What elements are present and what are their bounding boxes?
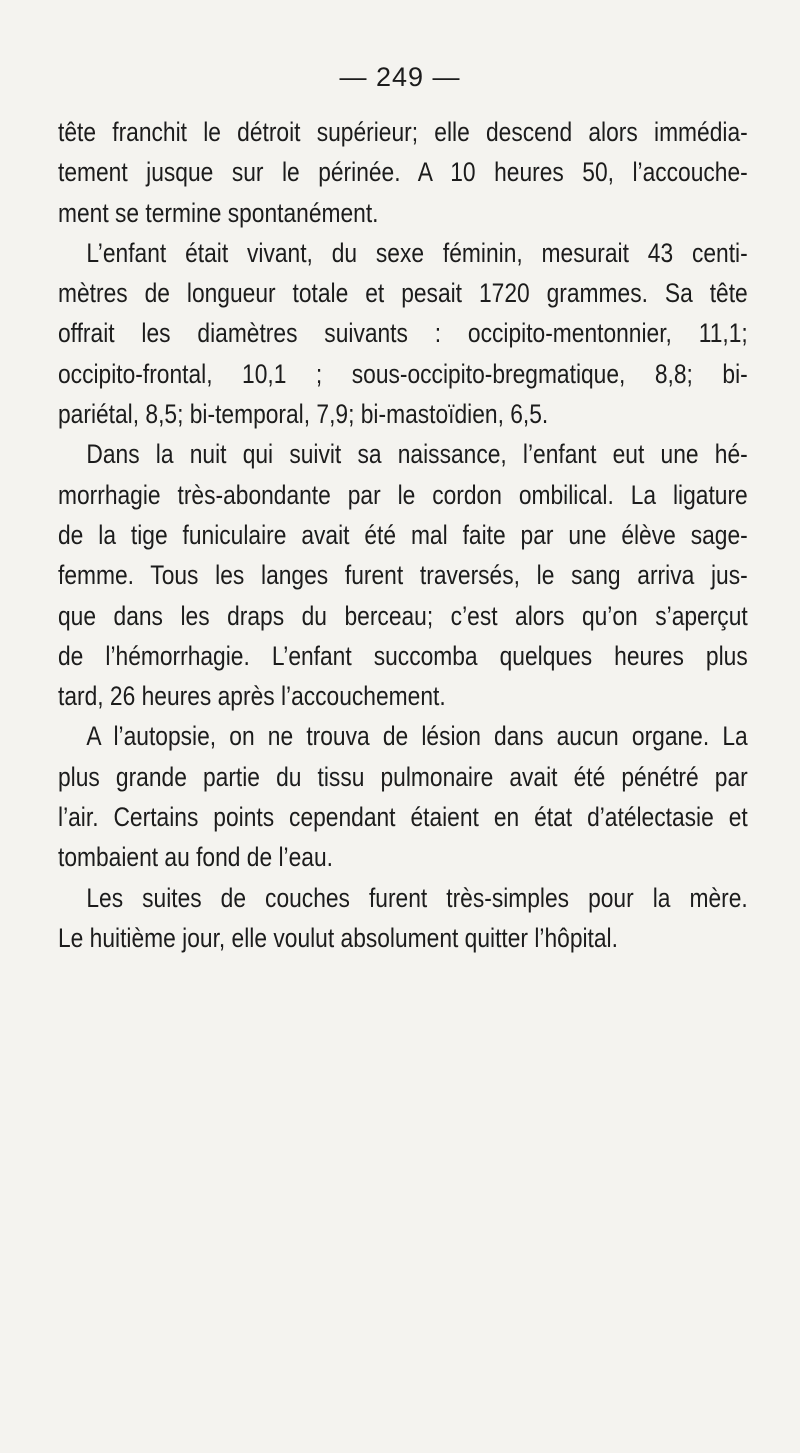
text-line: tombaient au fond de l’eau. [58, 842, 333, 873]
text-line: de l’hémorrhagie. L’enfant succomba quelques heures plus [58, 640, 748, 671]
text-line: tête franchit le détroit supérieur; elle descend alors immédia- [58, 117, 748, 147]
text-line: tement jusque sur le périnée. A 10 heures 50, l’accouche- [58, 157, 748, 188]
text-line: l’air. Certains points cependant étaient en état d’atélectasie et [58, 802, 748, 833]
text-line: occipito-frontal, 10,1 ; sous-occipito-bregmatique, 8,8; bi- [58, 358, 748, 389]
text-line: morrhagie très-abondante par le cordon ombilical. La ligature [58, 479, 748, 510]
text-line: mètres de longueur totale et pesait 1720 grammes. Sa tête [58, 278, 748, 309]
text-line: Le huitième jour, elle voulut absolument quitter l’hôpital. [58, 922, 618, 953]
text-line: pariétal, 8,5; bi-temporal, 7,9; bi-mastoïdien, 6,5. [58, 399, 549, 430]
text-line: que dans les draps du berceau; c’est alors qu’on s’aperçut [58, 600, 748, 631]
text-line: Dans la nuit qui suivit sa naissance, l’enfant eut une hé- [86, 439, 748, 470]
text-line: plus grande partie du tissu pulmonaire avait été pénétré par [58, 761, 748, 792]
text-line: Les suites de couches furent très-simples pour la mère. [86, 882, 748, 913]
text-line: offrait les diamètres suivants : occipito-mentonnier, 11,1; [58, 318, 748, 349]
text-line: L’enfant était vivant, du sexe féminin, mesurait 43 centi- [86, 237, 748, 268]
body-text [58, 112, 748, 958]
text-line: ment se termine spontanément. [58, 197, 379, 228]
text-line: tard, 26 heures après l’accouchement. [58, 681, 446, 712]
text-line: A l’autopsie, on ne trouva de lésion dans aucun organe. La [86, 721, 748, 752]
text-line: femme. Tous les langes furent traversés, le sang arriva jus- [58, 560, 748, 591]
text-line: de la tige funiculaire avait été mal faite par une élève sage- [58, 519, 748, 550]
page-number: — 249 — [339, 62, 461, 92]
